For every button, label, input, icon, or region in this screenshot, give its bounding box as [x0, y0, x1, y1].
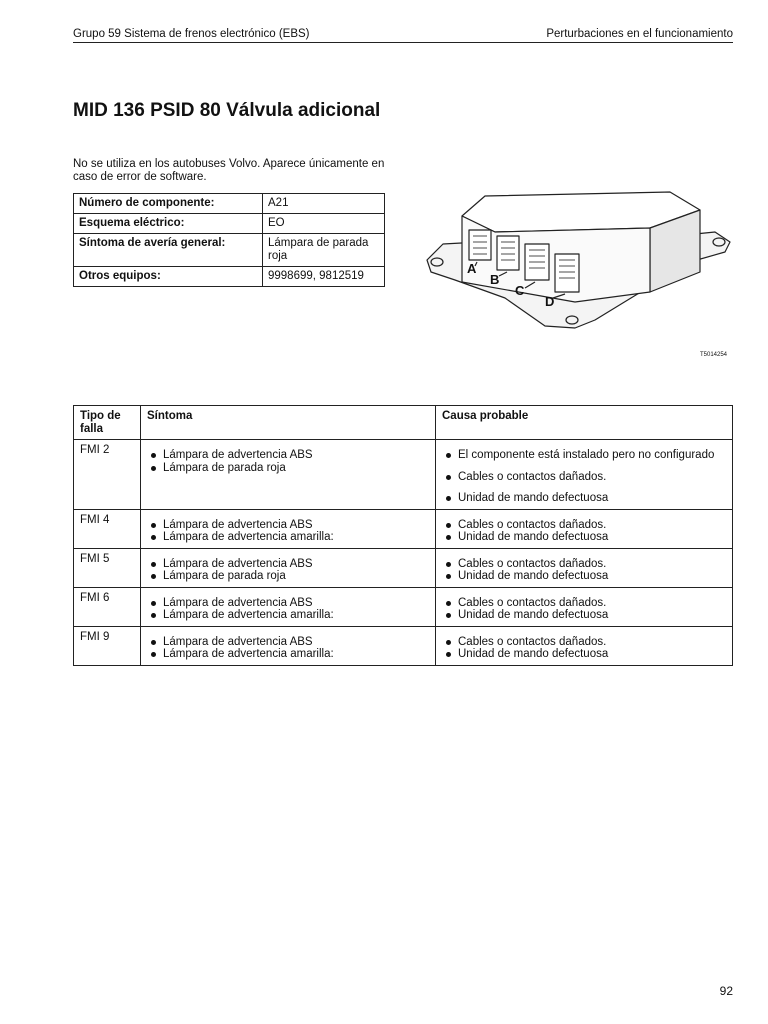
fmi-code: FMI 6: [74, 587, 141, 626]
cause-cell: [436, 548, 733, 587]
symptom-item: Lámpara de advertencia amarilla:: [147, 648, 429, 661]
connector-label-c: C: [515, 283, 525, 298]
fmi-code: FMI 5: [74, 548, 141, 587]
page-header: [73, 28, 733, 43]
symptom-cell: [141, 509, 436, 548]
info-value: 9998699, 9812519: [263, 267, 385, 287]
cause-cell: [436, 587, 733, 626]
connector-label-a: A: [467, 261, 477, 276]
page-title: MID 136 PSID 80 Válvula adicional: [73, 100, 381, 121]
symptom-item: Lámpara de advertencia amarilla:: [147, 609, 429, 622]
cause-cell: [436, 626, 733, 665]
info-label: Otros equipos:: [74, 267, 263, 287]
fault-table-header: [74, 406, 733, 440]
connector-label-b: B: [490, 272, 500, 287]
info-row: [74, 234, 385, 267]
table-row: [74, 626, 733, 665]
symptom-item: Lámpara de advertencia ABS: [147, 636, 429, 649]
cause-item: Unidad de mando defectuosa: [442, 570, 726, 583]
fault-table: [73, 405, 733, 666]
fmi-code: FMI 9: [74, 626, 141, 665]
cause-item: Cables o contactos dañados.: [442, 636, 726, 649]
cause-item: Cables o contactos dañados.: [442, 519, 726, 532]
header-section: Grupo 59 Sistema de frenos electrónico (EBS): [73, 28, 310, 40]
info-label: Esquema eléctrico:: [74, 214, 263, 234]
fmi-code: FMI 2: [74, 440, 141, 510]
cause-item: Unidad de mando defectuosa: [442, 609, 726, 622]
figure-code: T5014254: [700, 352, 728, 358]
symptom-cell: [141, 548, 436, 587]
symptom-item: Lámpara de advertencia ABS: [147, 449, 429, 462]
symptom-item: Lámpara de advertencia ABS: [147, 519, 429, 532]
table-row: [74, 548, 733, 587]
connector-label-d: D: [545, 294, 555, 309]
column-header-symptom: Síntoma: [141, 406, 436, 440]
symptom-item: Lámpara de advertencia ABS: [147, 558, 429, 571]
cause-item: Unidad de mando defectuosa: [442, 531, 726, 544]
symptom-cell: [141, 626, 436, 665]
cause-item: Cables o contactos dañados.: [442, 597, 726, 610]
info-row: [74, 194, 385, 214]
symptom-item: Lámpara de parada roja: [147, 570, 429, 583]
symptom-item: Lámpara de advertencia ABS: [147, 597, 429, 610]
column-header-fault-type: Tipo de falla: [74, 406, 141, 440]
cause-item: Unidad de mando defectuosa: [442, 648, 726, 661]
info-label: Síntoma de avería general:: [74, 234, 263, 267]
info-label: Número de componente:: [74, 194, 263, 214]
component-info-table: [73, 193, 385, 287]
symptom-item: Lámpara de parada roja: [147, 462, 429, 475]
cause-cell: [436, 440, 733, 510]
symptom-cell: [141, 440, 436, 510]
cause-item: Cables o contactos dañados.: [442, 471, 726, 484]
cause-item: Cables o contactos dañados.: [442, 558, 726, 571]
cause-cell: [436, 509, 733, 548]
table-row: [74, 440, 733, 510]
symptom-cell: [141, 587, 436, 626]
table-row: [74, 587, 733, 626]
control-unit-illustration: [425, 180, 737, 340]
info-row: [74, 214, 385, 234]
column-header-cause: Causa probable: [436, 406, 733, 440]
info-value: EO: [263, 214, 385, 234]
page-number: 92: [719, 984, 733, 998]
header-chapter: Perturbaciones en el funcionamiento: [546, 28, 733, 40]
table-row: [74, 509, 733, 548]
cause-item: El componente está instalado pero no configurado: [442, 449, 726, 462]
fmi-code: FMI 4: [74, 509, 141, 548]
info-value: Lámpara de parada roja: [263, 234, 385, 267]
info-row: [74, 267, 385, 287]
intro-text: No se utiliza en los autobuses Volvo. Aparece únicamente en caso de error de software.: [73, 158, 385, 183]
info-value: A21: [263, 194, 385, 214]
symptom-item: Lámpara de advertencia amarilla:: [147, 531, 429, 544]
cause-item: Unidad de mando defectuosa: [442, 492, 726, 505]
